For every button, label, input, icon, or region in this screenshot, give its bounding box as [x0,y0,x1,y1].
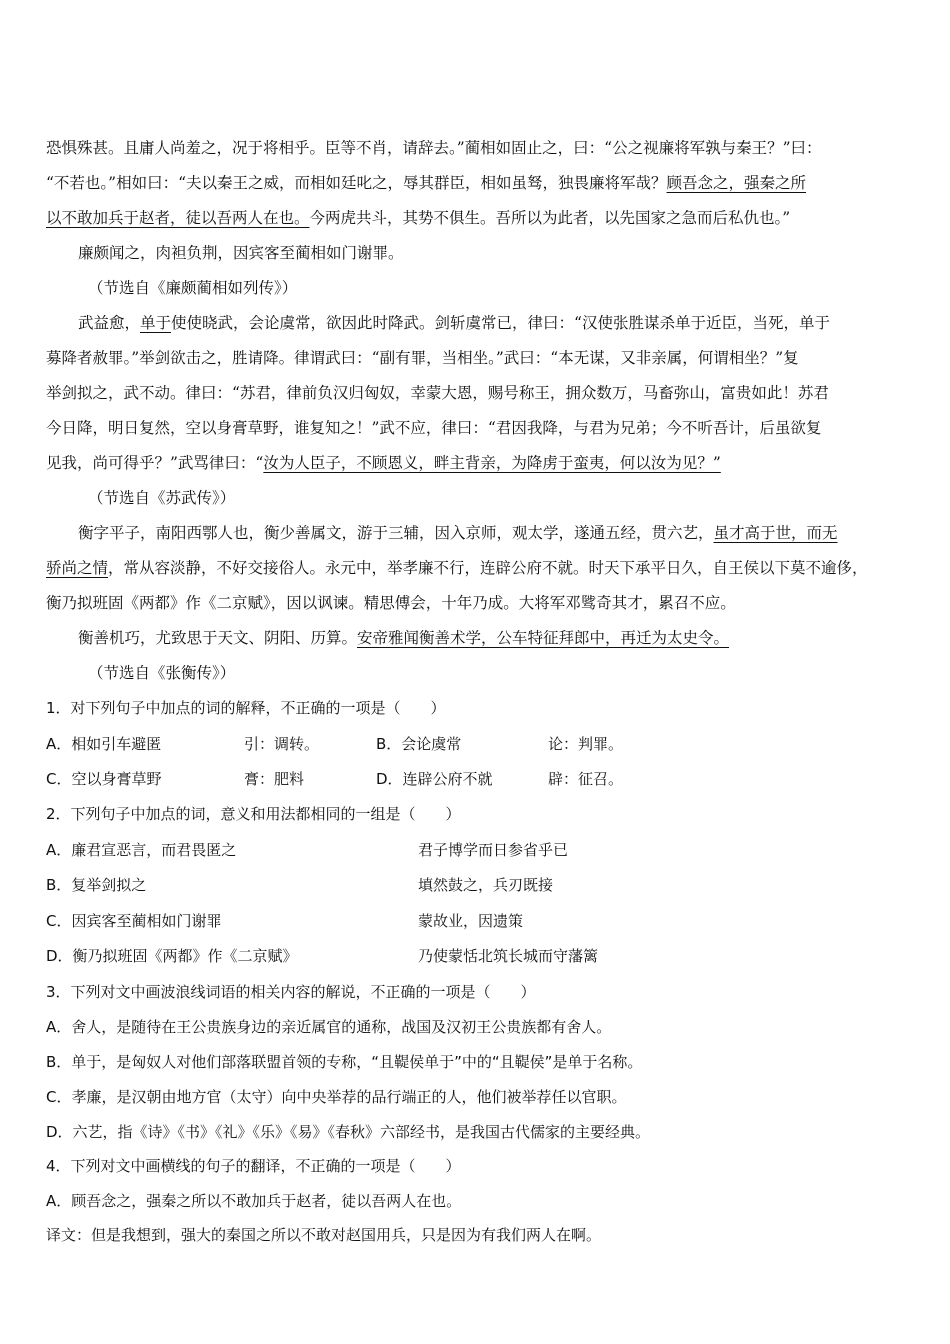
text: 武益愈， [78,314,141,332]
q3-option-a: A．舍人，是随待在王公贵族身边的亲近属官的通称，战国及汉初王公贵族都有舍人。 [46,1018,612,1036]
q3-option-d: D．六艺，指《诗》《书》《礼》《乐》《易》《春秋》六部经书，是我国古代儒家的主要经典。 [46,1123,651,1141]
underlined-sentence: 虽才高于世，而无 [713,524,838,542]
q2-option-d-right: 乃使蒙恬北筑长城而守藩篱 [418,947,599,965]
q2-option-d-left: D．衡乃拟班固《两都》作《二京赋》 [46,947,298,965]
passage1-line-2 [46,172,806,194]
q1-option-c-gloss: 膏：肥料 [244,770,305,788]
text: 衡善机巧，尤致思于天文、阴阳、历算。 [78,629,358,647]
underlined-sentence: 以不敢加兵于赵者，徒以吾两人在也。 [46,209,310,227]
q2-option-b-right: 填然鼓之，兵刃既接 [418,876,554,894]
q2-option-a-right: 君子博学而日参省乎已 [418,841,569,859]
q4-option-a: A．顾吾念之，强秦之所以不敢加兵于赵者，徒以吾两人在也。 [46,1192,462,1210]
passage1-line-1 [46,137,822,159]
passage1-line-3 [46,207,790,229]
passage3-line-4 [78,627,729,649]
passage3-line-1 [78,522,838,544]
q2-option-c-right: 蒙故业，因遗策 [418,912,524,930]
q1-option-a-gloss: 引：调转。 [244,735,320,753]
text: 见我，尚可得乎？”武骂律曰：“ [46,454,264,472]
q1-option-a: A．相如引车避匿 [46,735,162,753]
text: 使使晓武，会论虞常，欲因此时降武。剑斩虞常已，律曰：“汉使张胜谋杀单于近臣，当死，单于 [171,314,830,332]
text: “不若也。”相如曰：“夫以秦王之威，而相如廷叱之，辱其群臣，相如虽驽，独畏廉将军哉？ [46,174,667,192]
passage2-line-3: 举剑拟之，武不动。律曰：“苏君，律前负汉归匈奴，幸蒙大恩，赐号称王，拥众数万，马畜弥山，富贵如此！苏君 [46,384,829,402]
q3-stem: 3．下列对文中画波浪线词语的相关内容的解说，不正确的一项是（ ） [46,983,536,1001]
passage3-line-2 [46,557,868,579]
passage3-line-3: 衡乃拟班固《两都》作《二京赋》，因以讽谏。精思傅会，十年乃成。大将军邓骘奇其才，累召不应。 [46,594,736,612]
underlined-sentence: 汝为人臣子，不顾恩义，畔主背亲，为降虏于蛮夷，何以汝为见？” [263,454,721,472]
text: 衡字平子，南阳西鄂人也，衡少善属文，游于三辅，因入京师，观太学，遂通五经，贯六艺， [78,524,714,542]
passage2-line-5 [46,452,721,474]
q1-option-d: D．连辟公府不就 [376,770,493,788]
q1-option-b-gloss: 论：判罪。 [548,735,624,753]
underlined-sentence: 顾吾念之，强秦之所 [666,174,807,192]
passage3-source: （节选自《张衡传》） [88,664,236,682]
text: 今两虎共斗，其势不俱生。吾所以为此者，以先国家之急而后私仇也。” [309,209,791,227]
q3-option-b: B．单于，是匈奴人对他们部落联盟首领的专称，“且鞮侯单于”中的“且鞮侯”是单于名称。 [46,1053,643,1071]
q1-option-b: B．会论虞常 [376,735,462,753]
passage2-source: （节选自《苏武传》） [88,489,236,507]
q1-option-d-gloss: 辟：征召。 [548,770,624,788]
passage1-line-4: 廉颇闻之，肉袒负荆，因宾客至蔺相如门谢罪。 [78,244,404,262]
q2-option-c-left: C．因宾客至蔺相如门谢罪 [46,912,222,930]
q3-option-c: C．孝廉，是汉朝由地方官（太守）向中央举荐的品行端正的人，他们被举荐任以官职。 [46,1088,627,1106]
passage2-line-1 [78,312,830,334]
q4-translation: 译文：但是我想到，强大的秦国之所以不敢对赵国用兵，只是因为有我们两人在啊。 [46,1226,602,1244]
q2-option-a-left: A．廉君宣恶言，而君畏匿之 [46,841,237,859]
text: 恐惧殊甚。且庸人尚羞之，况于将相乎。臣等不肖，请辞去。”蔺相如固止之，曰：“公之视廉将军孰与秦王？”曰： [46,139,822,157]
underlined-sentence: 骄尚之情 [46,559,109,577]
passage1-source: （节选自《廉颇蔺相如列传》） [88,279,298,297]
text: ，常从容淡静，不好交接俗人。永元中，举孝廉不行，连辟公府不就。时天下承平日久，自王侯以下莫不逾侈， [108,559,868,577]
underlined-sentence: 安帝雅闻衡善术学，公车特征拜郎中，再迁为太史令。 [357,629,730,647]
passage2-line-2: 募降者赦罪。”举剑欲击之，胜请降。律谓武曰：“副有罪，当相坐。”武曰：“本无谋，又非亲属，何谓相坐？”复 [46,349,799,367]
q1-stem: 1．对下列句子中加点的词的解释，不正确的一项是（ ） [46,699,446,717]
q2-option-b-left: B．复举剑拟之 [46,876,147,894]
q1-option-c: C．空以身膏草野 [46,770,162,788]
passage2-line-4: 今日降，明日复然，空以身膏草野，谁复知之！”武不应，律曰：“君因我降，与君为兄弟；今不听吾计，后虽欲复 [46,419,822,437]
wavy-word: 单于 [140,314,172,332]
q4-stem: 4．下列对文中画横线的句子的翻译，不正确的一项是（ ） [46,1157,461,1175]
q2-stem: 2．下列句子中加点的词，意义和用法都相同的一组是（ ） [46,805,461,823]
